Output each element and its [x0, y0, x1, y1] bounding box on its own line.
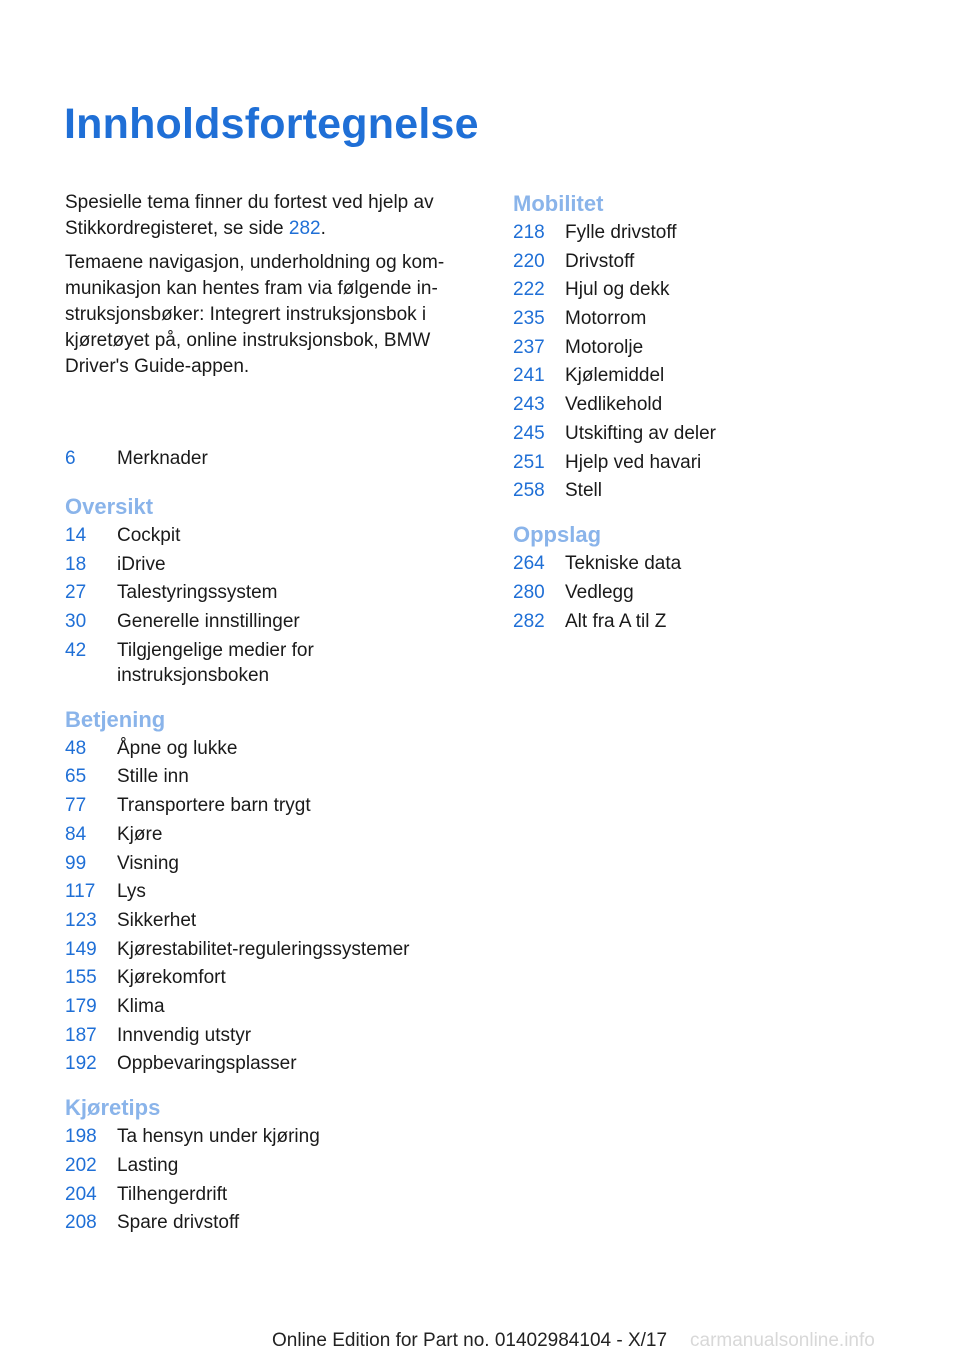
toc-entry[interactable]: [513, 306, 913, 331]
toc-page-number[interactable]: 149: [65, 938, 97, 960]
toc-page-number[interactable]: 243: [513, 394, 545, 416]
toc-entry[interactable]: [65, 552, 465, 577]
toc-entry[interactable]: [65, 523, 465, 548]
toc-entry[interactable]: [513, 363, 913, 388]
toc-entry-label: Stille inn: [117, 766, 189, 788]
toc-entry[interactable]: [65, 1051, 465, 1076]
toc-entry[interactable]: [65, 965, 465, 990]
toc-page-number[interactable]: 204: [65, 1183, 97, 1205]
toc-page-number[interactable]: 251: [513, 451, 545, 473]
toc-entry[interactable]: [65, 1023, 465, 1048]
toc-page-number[interactable]: 220: [513, 250, 545, 272]
toc-section: [65, 1094, 465, 1235]
toc-page-number[interactable]: 77: [65, 795, 87, 817]
toc-entry[interactable]: [65, 638, 465, 688]
toc-entry[interactable]: [65, 1153, 465, 1178]
toc-entry-label: Motorrom: [565, 308, 647, 330]
toc-page-number[interactable]: 235: [513, 308, 545, 330]
toc-page-number[interactable]: 258: [513, 480, 545, 502]
section-title: Mobilitet: [513, 191, 604, 216]
toc-page-number[interactable]: 222: [513, 279, 545, 301]
toc-entry[interactable]: [65, 937, 465, 962]
right-column: [513, 190, 913, 652]
toc-page-number[interactable]: 245: [513, 422, 545, 444]
toc-page-number[interactable]: 123: [65, 909, 97, 931]
toc-entry[interactable]: [513, 220, 913, 245]
toc-entry-label: Drivstoff: [565, 250, 635, 272]
toc-entry-label: Stell: [565, 480, 602, 502]
toc-page-number[interactable]: 280: [513, 581, 545, 603]
toc-section: [65, 706, 465, 1077]
toc-entry-label: Kjørestabilitet-reguleringssystemer: [117, 938, 410, 960]
toc-page-number[interactable]: 99: [65, 852, 87, 874]
toc-entry-label: Kjørekomfort: [117, 967, 226, 989]
toc-page-number[interactable]: 42: [65, 639, 87, 661]
toc-page-number[interactable]: 282: [513, 610, 545, 632]
toc-page-number[interactable]: 48: [65, 737, 87, 759]
left-column: [65, 190, 465, 1253]
toc-page-number[interactable]: 6: [65, 448, 76, 469]
section-title: Betjening: [65, 706, 166, 732]
toc-entry-label: Åpne og lukke: [117, 737, 238, 759]
page-title: Innholdsfortegnelse: [64, 100, 479, 148]
section-title: Kjøretips: [65, 1095, 161, 1121]
toc-page-number[interactable]: 18: [65, 553, 87, 575]
toc-page-number[interactable]: 208: [65, 1212, 97, 1234]
intro-paragraph-1: [65, 190, 465, 242]
toc-entry[interactable]: [513, 450, 913, 475]
toc-entry-label: Tilhengerdrift: [117, 1183, 228, 1205]
left-sections: [65, 493, 465, 1235]
watermark: carmanualsonline.info: [690, 1330, 875, 1351]
toc-entry-label: Spare drivstoff: [117, 1212, 240, 1234]
toc-entry[interactable]: [513, 609, 913, 634]
toc-entry[interactable]: [513, 249, 913, 274]
toc-page-number[interactable]: 84: [65, 823, 87, 845]
toc-entry[interactable]: [65, 879, 465, 904]
toc-entry[interactable]: [513, 335, 913, 360]
toc-entry-label: Hjul og dekk: [565, 279, 670, 301]
index-page-link[interactable]: 282: [288, 218, 321, 239]
toc-entry-label: iDrive: [117, 553, 166, 575]
toc-page-number[interactable]: 237: [513, 336, 545, 358]
toc-entry-label: Hjelp ved havari: [565, 451, 702, 473]
toc-entry-label: Transportere barn trygt: [117, 795, 311, 817]
toc-entry[interactable]: [513, 478, 913, 503]
toc-entry[interactable]: [65, 1124, 465, 1149]
toc-page-number[interactable]: 117: [65, 881, 96, 903]
toc-entry[interactable]: [65, 580, 465, 605]
toc-entry[interactable]: [65, 1182, 465, 1207]
section-title: Oversikt: [65, 494, 154, 519]
toc-page-number[interactable]: 192: [65, 1053, 97, 1075]
toc-entry[interactable]: [65, 1210, 465, 1235]
toc-entry[interactable]: [65, 764, 465, 789]
toc-entry-label: Tekniske data: [565, 553, 682, 575]
toc-entry[interactable]: [65, 793, 465, 818]
intro-paragraph-2: Temaene navigasjon, underholdning og kom-munikasjon kan hentes fram via følgende in-struksjonsbøker: Integrert instruksjonsbok i kjøretøyet på, online instruksjonsbok, BMW Driver's Guide-appen.: [65, 252, 445, 377]
toc-entry-label: Motorolje: [565, 336, 644, 358]
toc-entry[interactable]: [65, 822, 465, 847]
toc-entry-label: Lasting: [117, 1155, 179, 1176]
toc-entry-label: Oppbevaringsplasser: [117, 1053, 297, 1075]
footer-edition: Online Edition for Part no. 01402984104 - X/17: [272, 1330, 668, 1351]
toc-entry-label: Tilgjengelige medier for instruksjonsboken: [117, 639, 314, 686]
toc-entry-label: Generelle innstillinger: [117, 611, 300, 633]
toc-section: [513, 190, 913, 503]
toc-entry[interactable]: [513, 421, 913, 446]
section-title: Oppslag: [513, 522, 602, 548]
toc-entry[interactable]: [513, 277, 913, 302]
toc-entry-label: Kjølemiddel: [565, 365, 665, 387]
right-sections: [513, 190, 913, 634]
toc-page-number[interactable]: 218: [513, 222, 545, 243]
toc-entry[interactable]: [513, 392, 913, 417]
toc-entry[interactable]: [65, 736, 465, 761]
toc-entry-label: Talestyringssystem: [117, 582, 278, 604]
toc-entry[interactable]: [65, 851, 465, 876]
toc-page-number[interactable]: 14: [65, 525, 87, 546]
toc-entry[interactable]: [513, 551, 913, 576]
toc-page-number[interactable]: 264: [513, 553, 545, 575]
toc-entry-label: Alt fra A til Z: [565, 610, 667, 632]
toc-page-number[interactable]: 202: [65, 1155, 97, 1176]
toc-page-number[interactable]: 30: [65, 611, 87, 633]
toc-page-number[interactable]: 187: [65, 1024, 97, 1046]
toc-page-number[interactable]: 241: [513, 365, 545, 387]
toc-section: [513, 521, 913, 633]
toc-entry[interactable]: [65, 994, 465, 1019]
intro-text: Spesielle tema finner du fortest ved hjelp av Stikkordregisteret, se side: [65, 192, 434, 239]
toc-entry-label: Cockpit: [117, 525, 181, 546]
toc-entry-label: Lys: [117, 881, 146, 903]
toc-page-number[interactable]: 155: [65, 967, 97, 989]
toc-entry-label: Vedlegg: [565, 581, 634, 603]
toc-page-number[interactable]: 179: [65, 995, 97, 1017]
toc-section: [65, 493, 465, 688]
toc-entry-label: Klima: [117, 995, 165, 1017]
toc-entry[interactable]: [513, 580, 913, 605]
toc-entry[interactable]: [65, 609, 465, 634]
toc-entry-label: Ta hensyn under kjøring: [117, 1126, 320, 1148]
toc-entry-label: Visning: [117, 852, 179, 874]
toc-entry-label: Merknader: [117, 448, 208, 469]
toc-page-number[interactable]: 65: [65, 766, 87, 788]
toc-entry-label: Innvendig utstyr: [117, 1024, 252, 1046]
toc-entry[interactable]: [65, 908, 465, 933]
toc-entry-label: Fylle drivstoff: [565, 222, 677, 243]
intro-period: .: [320, 218, 326, 239]
toc-page-number[interactable]: 27: [65, 582, 87, 604]
toc-entry-label: Utskifting av deler: [565, 422, 717, 444]
toc-entry-label: Vedlikehold: [565, 394, 663, 416]
toc-entry-label: Kjøre: [117, 823, 163, 845]
toc-entry[interactable]: [65, 446, 465, 471]
toc-page-number[interactable]: 198: [65, 1126, 97, 1148]
toc-entry-label: Sikkerhet: [117, 909, 197, 931]
